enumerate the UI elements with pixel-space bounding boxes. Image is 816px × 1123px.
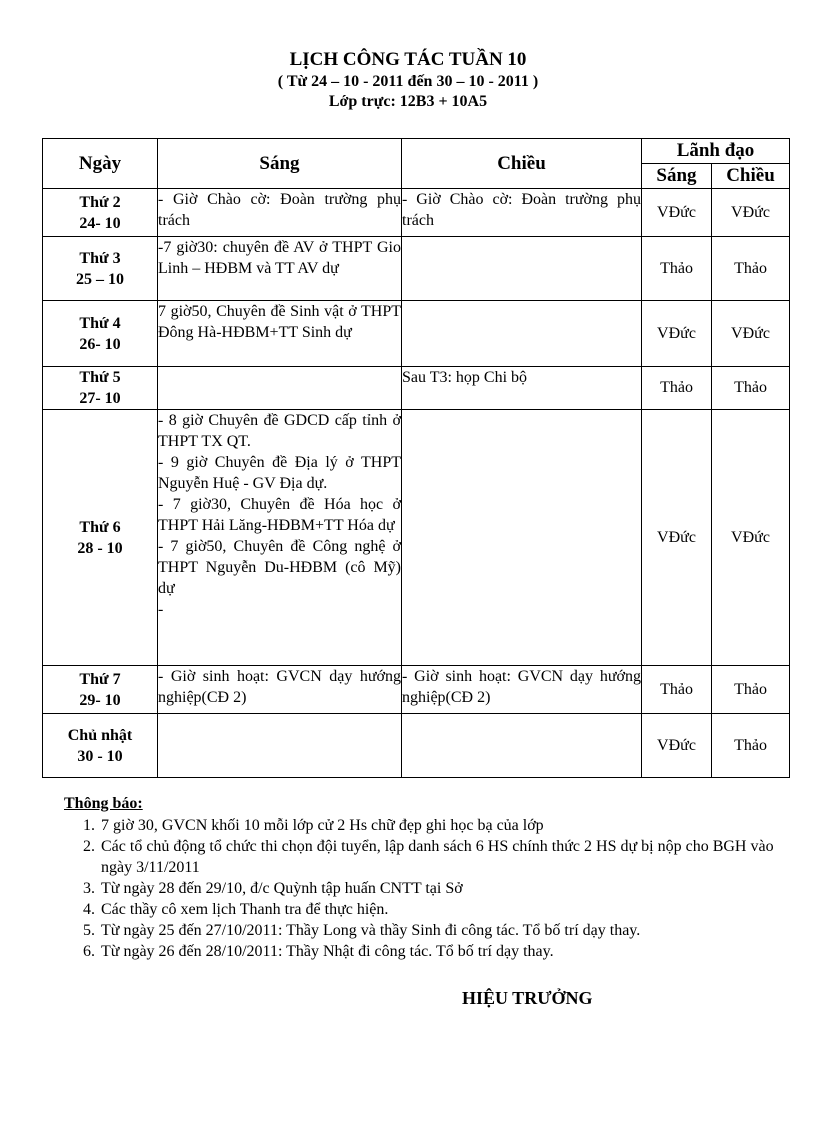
day-date: 29- 10: [79, 691, 121, 709]
schedule-entry: -7 giờ30: chuyên đề AV ở THPT Gio Linh – HĐBM và TT AV dự: [158, 239, 401, 277]
schedule-entry: - Giờ Chào cờ: Đoàn trường phụ trách: [158, 191, 401, 229]
schedule-entry: Sau T3: họp Chi bộ: [402, 369, 528, 386]
leader-afternoon-cell: VĐức: [712, 189, 790, 237]
afternoon-cell: [402, 367, 642, 410]
day-cell: [43, 189, 158, 237]
schedule-entry: - 7 giờ50, Chuyên đề Công nghệ ở THPT Nguyễn Du-HĐBM (cô Mỹ) dự: [158, 538, 401, 597]
day-cell: [43, 237, 158, 301]
notice-list: [64, 815, 794, 962]
day-name: Thứ 5: [79, 369, 121, 386]
day-cell: [43, 301, 158, 367]
schedule-entry: - Giờ sinh hoạt: GVCN dạy hướng nghiệp(CĐ 2): [402, 668, 641, 706]
leader-morning-cell: VĐức: [642, 189, 712, 237]
notice-item: 2. Các tổ chủ động tổ chức thi chọn đội tuyển, lập danh sách 6 HS chính thức 2 HS dự bị nộp cho BGH vào ngày 3/11/2011: [99, 836, 794, 878]
day-name: Thứ 6: [79, 518, 121, 536]
notice-title: Thông báo:: [64, 795, 143, 812]
schedule-entry: -: [158, 601, 164, 618]
notice-section: [64, 793, 794, 962]
morning-cell: [158, 666, 402, 714]
day-date: 28 - 10: [77, 539, 123, 557]
document-title: LỊCH CÔNG TÁC TUẦN 10: [289, 49, 527, 70]
header-leader-afternoon: Chiều: [712, 164, 790, 189]
table-row: [43, 189, 790, 237]
day-date: 30 - 10: [77, 747, 123, 765]
day-name: Thứ 7: [79, 670, 121, 688]
schedule-entry: - 8 giờ Chuyên đề GDCD cấp tỉnh ở THPT TX QT.: [158, 412, 401, 450]
leader-morning-cell: Thảo: [642, 666, 712, 714]
schedule-entry: 7 giờ50, Chuyên đề Sinh vật ở THPT Đông Hà-HĐBM+TT Sinh dự: [158, 303, 401, 341]
morning-cell: [158, 301, 402, 367]
notice-item: 6. Từ ngày 26 đến 28/10/2011: Thầy Nhật đi công tác. Tổ bố trí dạy thay.: [99, 941, 794, 962]
table-row: [43, 237, 790, 301]
leader-afternoon-cell: Thảo: [712, 367, 790, 410]
day-name: Thứ 4: [79, 314, 121, 332]
afternoon-cell: [402, 410, 642, 666]
notice-item: 4. Các thầy cô xem lịch Thanh tra để thực hiện.: [99, 899, 794, 920]
morning-cell: [158, 410, 402, 666]
leader-morning-cell: VĐức: [642, 714, 712, 778]
leader-afternoon-cell: Thảo: [712, 666, 790, 714]
day-name: Thứ 3: [79, 249, 121, 267]
leader-morning-cell: VĐức: [642, 410, 712, 666]
schedule-entry: - Giờ Chào cờ: Đoàn trường phụ trách: [402, 191, 641, 229]
date-range: ( Từ 24 – 10 - 2011 đến 30 – 10 - 2011 ): [277, 73, 539, 90]
afternoon-cell: [402, 237, 642, 301]
header-morning: Sáng: [158, 139, 402, 189]
notice-item: 5. Từ ngày 25 đến 27/10/2011: Thầy Long và thầy Sinh đi công tác. Tổ bố trí dạy thay.: [99, 920, 794, 941]
table-row: [43, 714, 790, 778]
header-day: Ngày: [43, 139, 158, 189]
schedule-entry: - 7 giờ30, Chuyên đề Hóa học ở THPT Hải Lăng-HĐBM+TT Hóa dự: [158, 496, 401, 534]
morning-cell: [158, 367, 402, 410]
day-name: Chủ nhật: [67, 726, 133, 744]
morning-cell: [158, 237, 402, 301]
table-row: [43, 301, 790, 367]
day-cell: [43, 410, 158, 666]
leader-afternoon-cell: Thảo: [712, 714, 790, 778]
signature: HIỆU TRƯỞNG: [462, 988, 593, 1008]
day-date: 27- 10: [79, 390, 121, 407]
table-row: [43, 367, 790, 410]
leader-morning-cell: Thảo: [642, 367, 712, 410]
notice-item: 3. Từ ngày 28 đến 29/10, đ/c Quỳnh tập huấn CNTT tại Sở: [99, 878, 794, 899]
header-leader-morning: Sáng: [642, 164, 712, 189]
afternoon-cell: [402, 301, 642, 367]
schedule-entry: - Giờ sinh hoạt: GVCN dạy hướng nghiệp(CĐ 2): [158, 668, 401, 706]
day-cell: [43, 714, 158, 778]
document-header: [0, 48, 816, 112]
table-row: [43, 410, 790, 666]
schedule-entry: - 9 giờ Chuyên đề Địa lý ở THPT Nguyễn Huệ - GV Địa dự.: [158, 454, 401, 492]
day-cell: [43, 367, 158, 410]
afternoon-cell: [402, 189, 642, 237]
leader-morning-cell: VĐức: [642, 301, 712, 367]
duty-class: Lớp trực: 12B3 + 10A5: [328, 93, 488, 110]
header-leader: Lãnh đạo: [642, 139, 790, 164]
leader-afternoon-cell: VĐức: [712, 410, 790, 666]
notice-item: 1. 7 giờ 30, GVCN khối 10 mỗi lớp cử 2 Hs chữ đẹp ghi học bạ của lớp: [99, 815, 794, 836]
day-date: 25 – 10: [76, 270, 124, 288]
afternoon-cell: [402, 666, 642, 714]
header-afternoon: Chiều: [402, 139, 642, 189]
leader-afternoon-cell: Thảo: [712, 237, 790, 301]
day-cell: [43, 666, 158, 714]
day-date: 24- 10: [79, 214, 121, 232]
day-name: Thứ 2: [79, 193, 121, 211]
leader-afternoon-cell: VĐức: [712, 301, 790, 367]
schedule-body: [43, 189, 790, 778]
afternoon-cell: [402, 714, 642, 778]
table-row: [43, 666, 790, 714]
day-date: 26- 10: [79, 335, 121, 353]
leader-morning-cell: Thảo: [642, 237, 712, 301]
schedule-table: [42, 138, 790, 778]
morning-cell: [158, 714, 402, 778]
morning-cell: [158, 189, 402, 237]
